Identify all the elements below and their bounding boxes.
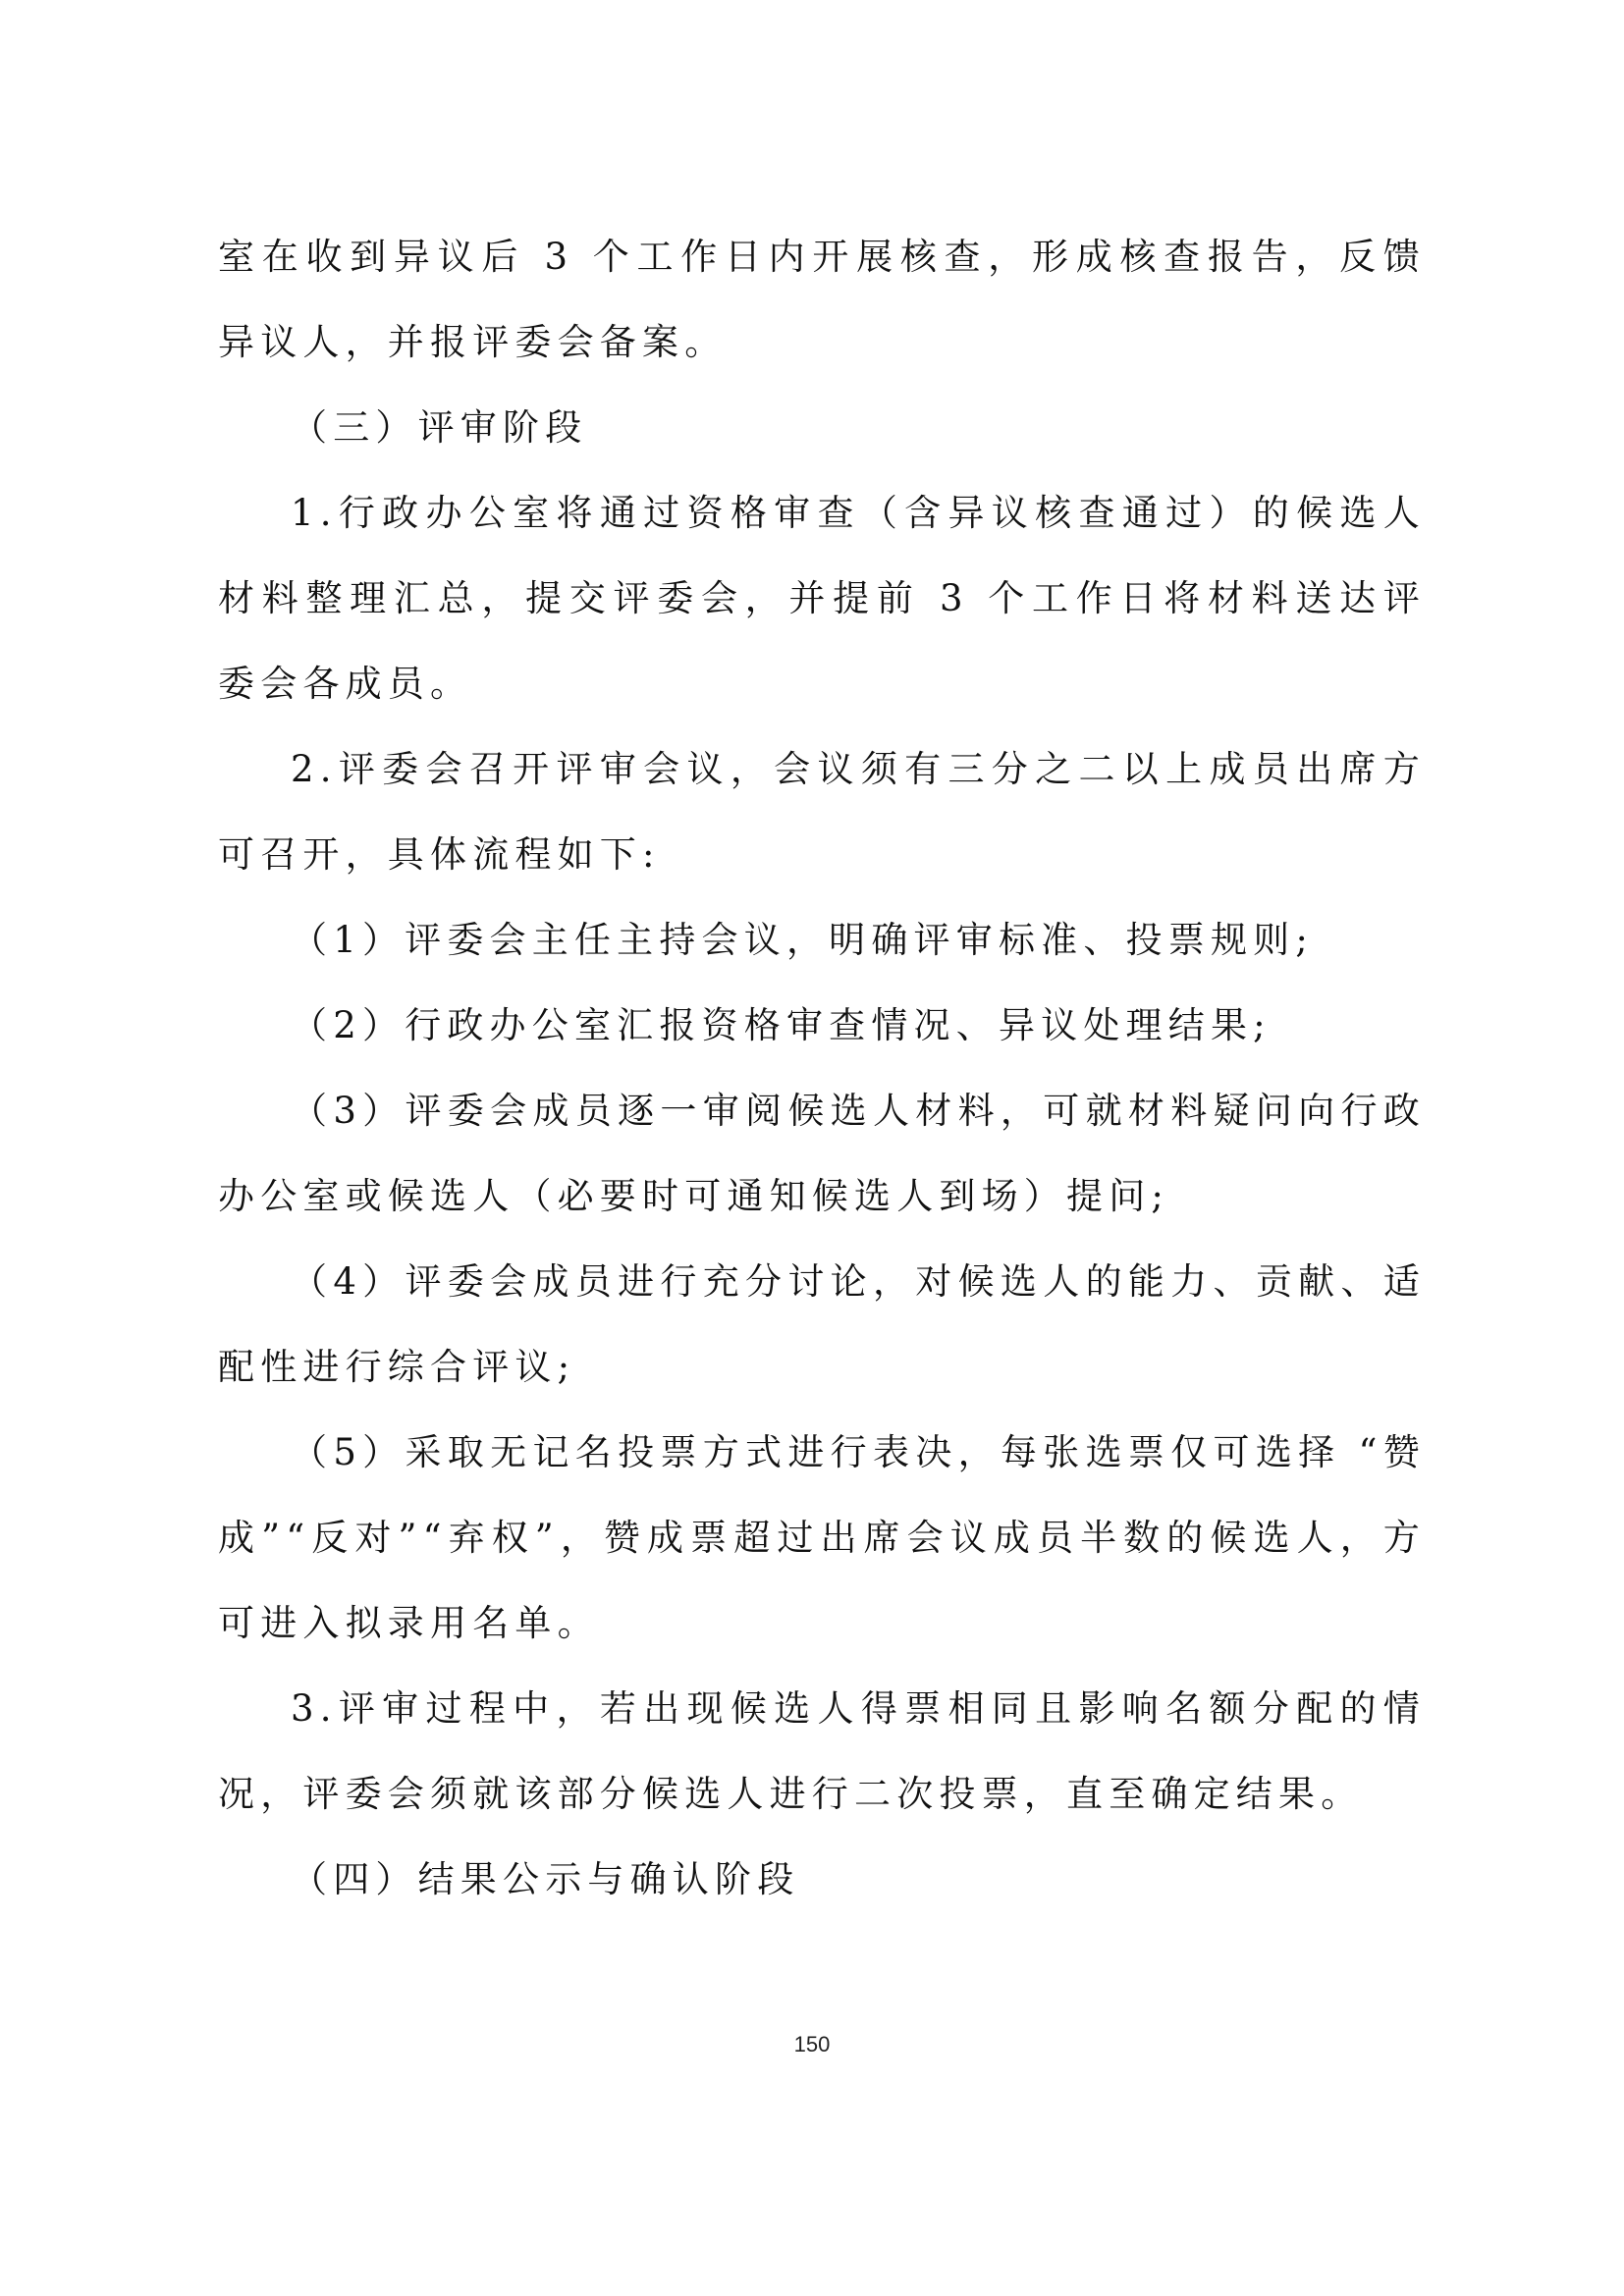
paragraph-item-1: 1.行政办公室将通过资格审查（含异议核查通过）的候选人材料整理汇总，提交评委会，并提前 3 个工作日将材料送达评委会各成员。	[218, 492, 1426, 705]
list-item-4: （4）评委会成员进行充分讨论，对候选人的能力、贡献、适配性进行综合评议;	[218, 1260, 1426, 1388]
list-item-1: （1）评委会主任主持会议，明确评审标准、投票规则;	[291, 919, 1315, 961]
section-heading-publicity-stage: （四）结果公示与确认阶段	[291, 1858, 800, 1900]
list-item-2: （2）行政办公室汇报资格审查情况、异议处理结果;	[291, 1004, 1272, 1046]
page-number: 150	[793, 2032, 831, 2056]
paragraph-item-3: 3.评审过程中，若出现候选人得票相同且影响名额分配的情况，评委会须就该部分候选人进行二次投票，直至确定结果。	[218, 1687, 1426, 1815]
paragraph-item-2: 2.评委会召开评审会议，会议须有三分之二以上成员出席方可召开，具体流程如下:	[218, 748, 1426, 876]
paragraph-continuation: 室在收到异议后 3 个工作日内开展核查，形成核查报告，反馈异议人，并报评委会备案。	[218, 236, 1426, 363]
body-text	[218, 214, 1426, 1922]
section-heading-review-stage: （三）评审阶段	[291, 406, 588, 449]
list-item-5: （5）采取无记名投票方式进行表决，每张选票仅可选择 “赞成”“反对”“弃权”，赞成票超过出席会议成员半数的候选人，方可进入拟录用名单。	[218, 1431, 1426, 1644]
list-item-3: （3）评委会成员逐一审阅候选人材料，可就材料疑问向行政办公室或候选人（必要时可通知候选人到场）提问;	[218, 1090, 1426, 1217]
